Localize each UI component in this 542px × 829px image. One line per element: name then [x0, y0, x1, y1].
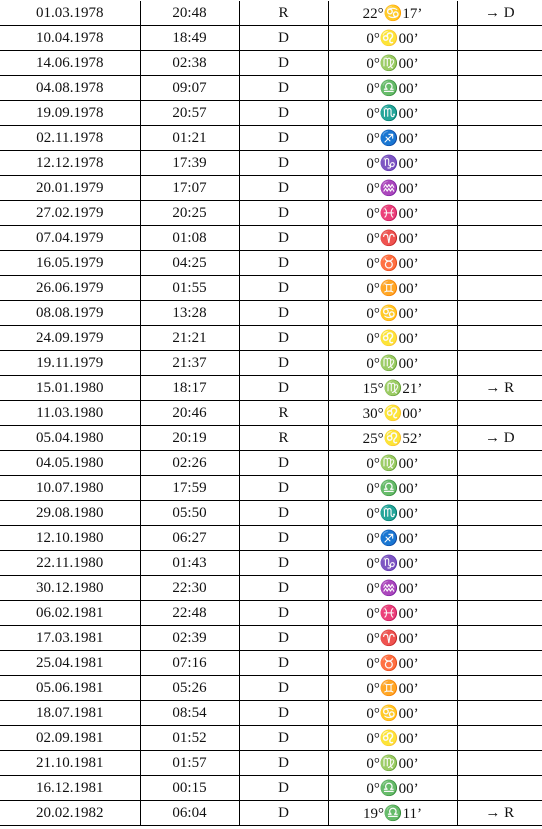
- date-cell: 04.08.1978: [0, 76, 140, 101]
- time-cell: 17:07: [140, 176, 239, 201]
- motion-cell: D: [239, 326, 328, 351]
- station-cell: [457, 776, 542, 801]
- time-cell: 01:43: [140, 551, 239, 576]
- table-row: [0, 226, 542, 251]
- table-row: [0, 151, 542, 176]
- motion-cell: D: [239, 801, 328, 826]
- table-row: [0, 626, 542, 651]
- motion-cell: D: [239, 626, 328, 651]
- table-row: [0, 126, 542, 151]
- time-cell: 17:39: [140, 151, 239, 176]
- position-cell: 0°♐00’: [328, 126, 457, 151]
- station-cell: [457, 51, 542, 76]
- station-cell: [457, 451, 542, 476]
- date-cell: 19.09.1978: [0, 101, 140, 126]
- time-cell: 20:57: [140, 101, 239, 126]
- date-cell: 22.11.1980: [0, 551, 140, 576]
- table-row: [0, 76, 542, 101]
- station-cell: [457, 526, 542, 551]
- motion-cell: D: [239, 476, 328, 501]
- motion-cell: D: [239, 351, 328, 376]
- table-row: [0, 701, 542, 726]
- date-cell: 27.02.1979: [0, 201, 140, 226]
- time-cell: 09:07: [140, 76, 239, 101]
- station-cell: [457, 676, 542, 701]
- table-row: [0, 501, 542, 526]
- date-cell: 19.11.1979: [0, 351, 140, 376]
- motion-cell: D: [239, 551, 328, 576]
- position-cell: 0°♑00’: [328, 551, 457, 576]
- table-row: [0, 651, 542, 676]
- station-cell: [457, 226, 542, 251]
- time-cell: 05:50: [140, 501, 239, 526]
- station-cell: [457, 251, 542, 276]
- time-cell: 01:08: [140, 226, 239, 251]
- table-row: [0, 426, 542, 451]
- time-cell: 17:59: [140, 476, 239, 501]
- time-cell: 20:25: [140, 201, 239, 226]
- position-cell: 0°♎00’: [328, 776, 457, 801]
- station-cell: [457, 176, 542, 201]
- table-row: [0, 751, 542, 776]
- table-row: [0, 576, 542, 601]
- station-cell: [457, 326, 542, 351]
- motion-cell: D: [239, 276, 328, 301]
- time-cell: 06:27: [140, 526, 239, 551]
- motion-cell: D: [239, 601, 328, 626]
- station-cell: [457, 351, 542, 376]
- motion-cell: D: [239, 576, 328, 601]
- date-cell: 05.06.1981: [0, 676, 140, 701]
- motion-cell: D: [239, 76, 328, 101]
- time-cell: 18:17: [140, 376, 239, 401]
- motion-cell: D: [239, 176, 328, 201]
- date-cell: 20.01.1979: [0, 176, 140, 201]
- date-cell: 11.03.1980: [0, 401, 140, 426]
- motion-cell: D: [239, 251, 328, 276]
- station-cell: [457, 276, 542, 301]
- position-cell: 0°♉00’: [328, 651, 457, 676]
- motion-cell: D: [239, 301, 328, 326]
- date-cell: 05.04.1980: [0, 426, 140, 451]
- motion-cell: D: [239, 526, 328, 551]
- motion-cell: D: [239, 451, 328, 476]
- time-cell: 22:48: [140, 601, 239, 626]
- date-cell: 08.08.1979: [0, 301, 140, 326]
- date-cell: 21.10.1981: [0, 751, 140, 776]
- time-cell: 08:54: [140, 701, 239, 726]
- table-row: [0, 26, 542, 51]
- position-cell: 15°♍21’: [328, 376, 457, 401]
- motion-cell: D: [239, 701, 328, 726]
- position-cell: 0°♌00’: [328, 326, 457, 351]
- motion-cell: D: [239, 376, 328, 401]
- table-row: [0, 301, 542, 326]
- position-cell: 30°♌00’: [328, 401, 457, 426]
- position-cell: 0°♍00’: [328, 351, 457, 376]
- date-cell: 12.12.1978: [0, 151, 140, 176]
- position-cell: 0°♎00’: [328, 476, 457, 501]
- motion-cell: D: [239, 651, 328, 676]
- position-cell: 0°♊00’: [328, 276, 457, 301]
- position-cell: 0°♓00’: [328, 201, 457, 226]
- date-cell: 17.03.1981: [0, 626, 140, 651]
- table-row: [0, 551, 542, 576]
- position-cell: 0°♒00’: [328, 576, 457, 601]
- motion-cell: D: [239, 751, 328, 776]
- station-cell: [457, 26, 542, 51]
- position-cell: 25°♌52’: [328, 426, 457, 451]
- time-cell: 05:26: [140, 676, 239, 701]
- time-cell: 21:21: [140, 326, 239, 351]
- motion-cell: D: [239, 151, 328, 176]
- table-row: [0, 101, 542, 126]
- time-cell: 18:49: [140, 26, 239, 51]
- date-cell: 07.04.1979: [0, 226, 140, 251]
- position-cell: 0°♏00’: [328, 501, 457, 526]
- time-cell: 13:28: [140, 301, 239, 326]
- time-cell: 01:21: [140, 126, 239, 151]
- table-row: [0, 676, 542, 701]
- table-row: [0, 451, 542, 476]
- time-cell: 01:57: [140, 751, 239, 776]
- position-cell: 0°♍00’: [328, 751, 457, 776]
- date-cell: 25.04.1981: [0, 651, 140, 676]
- time-cell: 20:19: [140, 426, 239, 451]
- station-cell: [457, 701, 542, 726]
- position-cell: 22°♋17’: [328, 1, 457, 26]
- date-cell: 18.07.1981: [0, 701, 140, 726]
- date-cell: 14.06.1978: [0, 51, 140, 76]
- position-cell: 0°♍00’: [328, 451, 457, 476]
- table-row: [0, 176, 542, 201]
- date-cell: 10.07.1980: [0, 476, 140, 501]
- station-cell: → R: [457, 801, 542, 826]
- station-cell: [457, 76, 542, 101]
- table-row: [0, 51, 542, 76]
- ephemeris-table: [0, 1, 542, 826]
- position-cell: 0°♋00’: [328, 301, 457, 326]
- date-cell: 01.03.1978: [0, 1, 140, 26]
- position-cell: 0°♎00’: [328, 76, 457, 101]
- time-cell: 21:37: [140, 351, 239, 376]
- motion-cell: D: [239, 776, 328, 801]
- date-cell: 15.01.1980: [0, 376, 140, 401]
- date-cell: 10.04.1978: [0, 26, 140, 51]
- time-cell: 02:26: [140, 451, 239, 476]
- station-cell: → R: [457, 376, 542, 401]
- station-cell: [457, 626, 542, 651]
- date-cell: 24.09.1979: [0, 326, 140, 351]
- position-cell: 0°♍00’: [328, 51, 457, 76]
- date-cell: 12.10.1980: [0, 526, 140, 551]
- date-cell: 06.02.1981: [0, 601, 140, 626]
- station-cell: [457, 101, 542, 126]
- position-cell: 0°♋00’: [328, 701, 457, 726]
- motion-cell: R: [239, 401, 328, 426]
- position-cell: 0°♓00’: [328, 601, 457, 626]
- station-cell: → D: [457, 1, 542, 26]
- time-cell: 20:48: [140, 1, 239, 26]
- station-cell: [457, 501, 542, 526]
- station-cell: [457, 401, 542, 426]
- time-cell: 02:38: [140, 51, 239, 76]
- station-cell: [457, 751, 542, 776]
- station-cell: [457, 301, 542, 326]
- station-cell: [457, 601, 542, 626]
- position-cell: 0°♏00’: [328, 101, 457, 126]
- time-cell: 06:04: [140, 801, 239, 826]
- position-cell: 0°♈00’: [328, 226, 457, 251]
- motion-cell: D: [239, 101, 328, 126]
- table-row: [0, 476, 542, 501]
- table-row: [0, 326, 542, 351]
- station-cell: [457, 651, 542, 676]
- station-cell: [457, 726, 542, 751]
- table-row: [0, 376, 542, 401]
- motion-cell: D: [239, 226, 328, 251]
- position-cell: 19°♎11’: [328, 801, 457, 826]
- position-cell: 0°♊00’: [328, 676, 457, 701]
- date-cell: 16.05.1979: [0, 251, 140, 276]
- position-cell: 0°♐00’: [328, 526, 457, 551]
- station-cell: → D: [457, 426, 542, 451]
- table-row: [0, 776, 542, 801]
- time-cell: 22:30: [140, 576, 239, 601]
- table-row: [0, 801, 542, 826]
- table-row: [0, 251, 542, 276]
- time-cell: 00:15: [140, 776, 239, 801]
- motion-cell: D: [239, 726, 328, 751]
- table-row: [0, 201, 542, 226]
- motion-cell: R: [239, 426, 328, 451]
- station-cell: [457, 576, 542, 601]
- ephemeris-table-body: [0, 1, 542, 826]
- time-cell: 01:52: [140, 726, 239, 751]
- station-cell: [457, 126, 542, 151]
- motion-cell: D: [239, 676, 328, 701]
- position-cell: 0°♈00’: [328, 626, 457, 651]
- position-cell: 0°♑00’: [328, 151, 457, 176]
- date-cell: 30.12.1980: [0, 576, 140, 601]
- motion-cell: R: [239, 1, 328, 26]
- position-cell: 0°♒00’: [328, 176, 457, 201]
- motion-cell: D: [239, 51, 328, 76]
- time-cell: 01:55: [140, 276, 239, 301]
- station-cell: [457, 476, 542, 501]
- date-cell: 26.06.1979: [0, 276, 140, 301]
- motion-cell: D: [239, 126, 328, 151]
- table-row: [0, 276, 542, 301]
- date-cell: 02.09.1981: [0, 726, 140, 751]
- table-row: [0, 601, 542, 626]
- motion-cell: D: [239, 26, 328, 51]
- position-cell: 0°♉00’: [328, 251, 457, 276]
- table-row: [0, 401, 542, 426]
- motion-cell: D: [239, 501, 328, 526]
- date-cell: 04.05.1980: [0, 451, 140, 476]
- date-cell: 16.12.1981: [0, 776, 140, 801]
- table-row: [0, 526, 542, 551]
- time-cell: 20:46: [140, 401, 239, 426]
- date-cell: 20.02.1982: [0, 801, 140, 826]
- station-cell: [457, 551, 542, 576]
- position-cell: 0°♌00’: [328, 726, 457, 751]
- station-cell: [457, 151, 542, 176]
- table-row: [0, 726, 542, 751]
- date-cell: 02.11.1978: [0, 126, 140, 151]
- time-cell: 02:39: [140, 626, 239, 651]
- table-row: [0, 351, 542, 376]
- time-cell: 04:25: [140, 251, 239, 276]
- position-cell: 0°♌00’: [328, 26, 457, 51]
- motion-cell: D: [239, 201, 328, 226]
- table-row: [0, 1, 542, 26]
- date-cell: 29.08.1980: [0, 501, 140, 526]
- station-cell: [457, 201, 542, 226]
- time-cell: 07:16: [140, 651, 239, 676]
